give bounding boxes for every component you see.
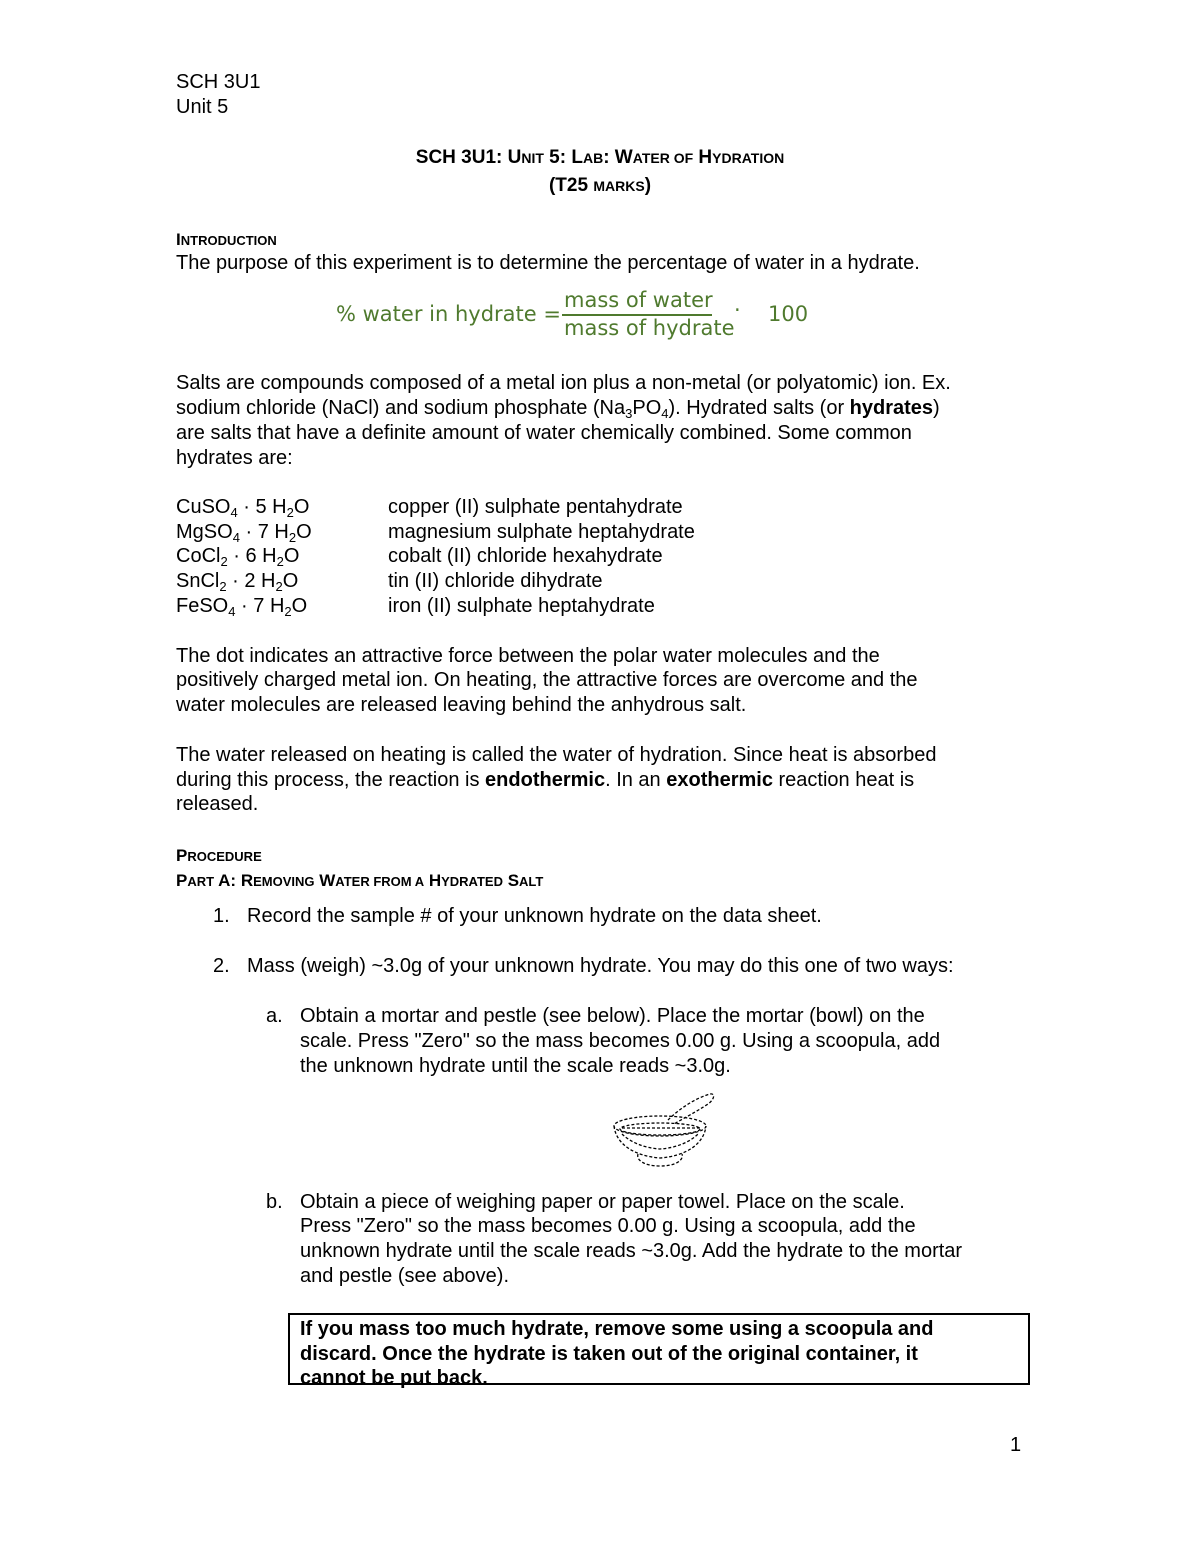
hydrate-formula: MgSO$_4$ · 7 $H_2O$ (176, 521, 312, 545)
step-2a-letter: a. (266, 1005, 283, 1027)
step-2a-line-1: Obtain a mortar and pestle (see below). Place the mortar (bowl) on the (300, 1005, 925, 1027)
page-title: SCH 3U1: UNIT 5: LAB: WATER OF HYDRATION (415, 147, 785, 168)
purpose-text: The purpose of this experiment is to determine the percentage of water in a hydrate. (176, 252, 920, 274)
step-2-number: 2. (213, 955, 230, 977)
step-2b-letter: b. (266, 1191, 283, 1213)
step-2-text: Mass (weigh) ~3.0g of your unknown hydrate. You may do this one of two ways: (247, 955, 954, 977)
salts-line-2: sodium chloride (NaCl) and sodium phosphate $(Na_3PO_4)$. Hydrated salts (or hydrates) (176, 397, 940, 421)
warning-line-2: discard. Once the hydrate is taken out of the original container, it (300, 1342, 918, 1365)
salts-line-3: are salts that have a definite amount of water chemically combined. Some common (176, 422, 912, 444)
salts-line-4: hydrates are: (176, 447, 293, 469)
hydrate-name: copper (II) sulphate pentahydrate (388, 496, 683, 518)
page-number: 1 (1010, 1434, 1022, 1456)
hydrate-name: iron (II) sulphate heptahydrate (388, 595, 655, 617)
step-2b-line-2: Press "Zero" so the mass becomes 0.00 g. Using a scoopula, add the (300, 1215, 916, 1237)
hydrate-name: tin (II) chloride dihydrate (388, 570, 603, 592)
header-unit: Unit 5 (176, 96, 229, 118)
formula-factor: 100 (768, 302, 809, 326)
hydrate-formula: FeSO$_4$ · 7 $H_2O$ (176, 595, 308, 619)
dot-para-line-3: water molecules are released leaving behind the anhydrous salt. (176, 694, 747, 716)
page-subtitle-marks: (T25 MARKS) (548, 175, 652, 196)
step-2a-line-2: scale. Press "Zero" so the mass becomes 0.00 g. Using a scoopula, add (300, 1030, 941, 1052)
warning-line-1: If you mass too much hydrate, remove some using a scoopula and (300, 1318, 934, 1340)
mortar-and-pestle-illustration (608, 1090, 718, 1170)
water-para-line-3: released. (176, 793, 259, 815)
header-course: SCH 3U1 (176, 71, 261, 93)
hydrate-formula: CoCl$_2$ · 6 $H_2O$ (176, 545, 300, 569)
part-a-heading: PART A: REMOVING WATER FROM A HYDRATED SALT (176, 871, 544, 890)
step-2b-line-3: unknown hydrate until the scale reads ~3.0g. Add the hydrate to the mortar (300, 1240, 963, 1262)
hydrate-formula: CuSO$_4$ · 5 $H_2O$ (176, 496, 310, 520)
procedure-heading: PROCEDURE (176, 846, 262, 865)
step-1-number: 1. (213, 905, 230, 927)
warning-box (288, 1313, 1030, 1389)
formula-denominator: mass of hydrate (564, 316, 735, 340)
step-2b-line-4: and pestle (see above). (300, 1265, 510, 1287)
percent-water-formula (336, 288, 816, 344)
formula-lhs: % water in hydrate = (336, 302, 561, 326)
water-para-line-1: The water released on heating is called the water of hydration. Since heat is absorbed (176, 744, 937, 766)
salts-line-1: Salts are compounds composed of a metal ion plus a non-metal (or polyatomic) ion. Ex. (176, 372, 951, 394)
introduction-heading: INTRODUCTION (176, 230, 277, 249)
formula-operator: · (734, 298, 741, 322)
warning-line-3: cannot be put back. (300, 1367, 488, 1389)
hydrate-name: cobalt (II) chloride hexahydrate (388, 545, 663, 567)
hydrate-name: magnesium sulphate heptahydrate (388, 521, 695, 543)
step-1-text: Record the sample # of your unknown hydrate on the data sheet. (247, 905, 822, 927)
step-2b-line-1: Obtain a piece of weighing paper or paper towel. Place on the scale. (300, 1191, 905, 1213)
dot-para-line-1: The dot indicates an attractive force between the polar water molecules and the (176, 645, 880, 667)
hydrate-formula: SnCl$_2$ · 2 $H_2O$ (176, 570, 299, 594)
water-para-line-2: during this process, the reaction is endothermic. In an exothermic reaction heat is (176, 769, 915, 791)
dot-para-line-2: positively charged metal ion. On heating, the attractive forces are overcome and the (176, 669, 918, 691)
formula-numerator: mass of water (564, 288, 713, 312)
step-2a-line-3: the unknown hydrate until the scale reads ~3.0g. (300, 1055, 731, 1077)
